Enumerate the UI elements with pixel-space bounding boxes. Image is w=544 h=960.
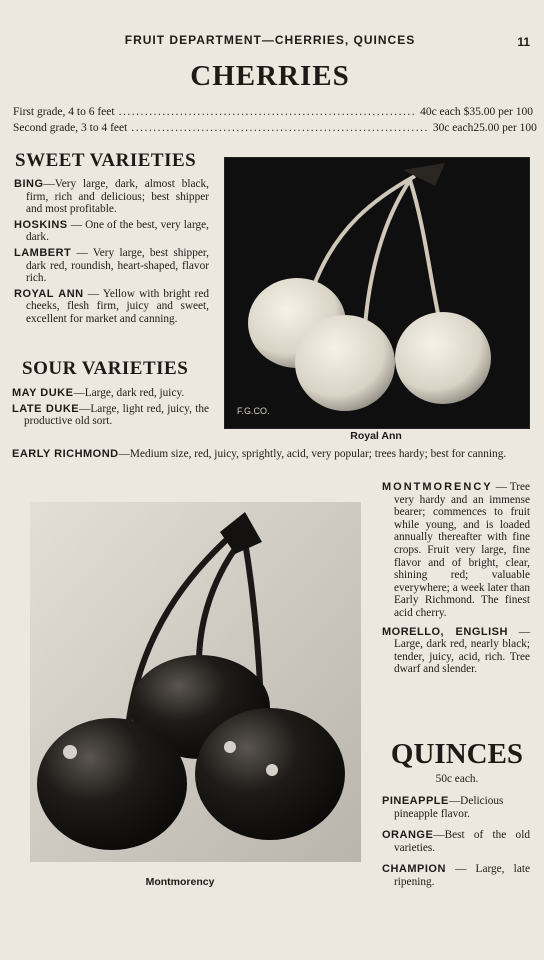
montmorency-caption: Montmorency xyxy=(145,876,215,888)
variety-royal-ann: ROYAL ANN — Yellow with bright red cheeks, flesh firm, juicy and sweet, excellent for market and canning. xyxy=(14,287,209,325)
variety-morello-english: MORELLO, ENGLISH —Large, dark red, nearly black; tender, juicy, acid, rich. Tree dwarf and slender. xyxy=(382,625,530,676)
royal-ann-caption: Royal Ann xyxy=(350,430,402,442)
variety-late-duke: LATE DUKE—Large, light red, juicy, the productive old sort. xyxy=(12,402,209,428)
variety-pineapple: PINEAPPLE—Delicious pineapple flavor. xyxy=(382,795,504,820)
running-head: FRUIT DEPARTMENT—CHERRIES, QUINCES xyxy=(124,33,416,47)
variety-montmorency: MONTMORENCY — Tree very hardy and an immense bearer; commences to fruit while young, and is loaded annually thereafter with fine crops. Fruit very large, fine flavor and of bright, clear, shining red; valuable everywhere; a week later than Early Richmond. The finest acid cherry. xyxy=(382,481,530,619)
variety-hoskins: HOSKINS — One of the best, very large, dark. xyxy=(14,218,209,244)
leader-dots: .................................................................... xyxy=(118,106,417,118)
royal-ann-cherries-image xyxy=(225,158,529,428)
price-each: 30c each xyxy=(432,122,474,134)
quince-varieties-list xyxy=(382,795,530,889)
section-heading-sour: SOUR VARIETIES xyxy=(22,358,189,379)
price-label: First grade, 4 to 6 feet xyxy=(13,106,115,118)
price-per-100: $35.00 per 100 xyxy=(463,106,533,118)
price-row-first xyxy=(13,106,533,121)
sweet-varieties-list xyxy=(14,178,209,326)
sour-varieties-list xyxy=(12,387,209,428)
montmorency-photo xyxy=(30,502,361,862)
page-title: CHERRIES xyxy=(190,60,350,92)
section-heading-sweet: SWEET VARIETIES xyxy=(15,150,197,171)
variety-may-duke: MAY DUKE—Large, dark red, juicy. xyxy=(12,387,185,399)
montmorency-cherries-image xyxy=(30,502,361,862)
section-heading-quinces: QUINCES xyxy=(390,738,524,770)
right-column xyxy=(382,481,530,676)
leader-dots: .................................................................... xyxy=(131,122,429,134)
royal-ann-photo xyxy=(224,157,530,429)
variety-champion: CHAMPION — Large, late ripening. xyxy=(382,863,530,888)
price-row-second xyxy=(13,122,537,137)
variety-orange: ORANGE—Best of the old varieties. xyxy=(382,829,530,854)
photo-mark: F.G.CO. xyxy=(237,406,270,416)
page-number: 11 xyxy=(517,35,530,49)
variety-lambert: LAMBERT — Very large, best shipper, dark red, roundish, heart-shaped, flavor rich. xyxy=(14,246,209,285)
variety-bing: BING—Very large, dark, almost black, firm, rich and delicious; best shipper and most profitable. xyxy=(14,178,209,216)
price-label: Second grade, 3 to 4 feet xyxy=(13,122,128,134)
price-each: 40c each xyxy=(420,106,461,118)
quince-price: 50c each. xyxy=(435,773,479,785)
price-per-100: 25.00 per 100 xyxy=(473,122,537,134)
variety-early-richmond: EARLY RICHMOND—Medium size, red, juicy, sprightly, acid, very popular; trees hardy; best for canning. xyxy=(12,448,507,460)
